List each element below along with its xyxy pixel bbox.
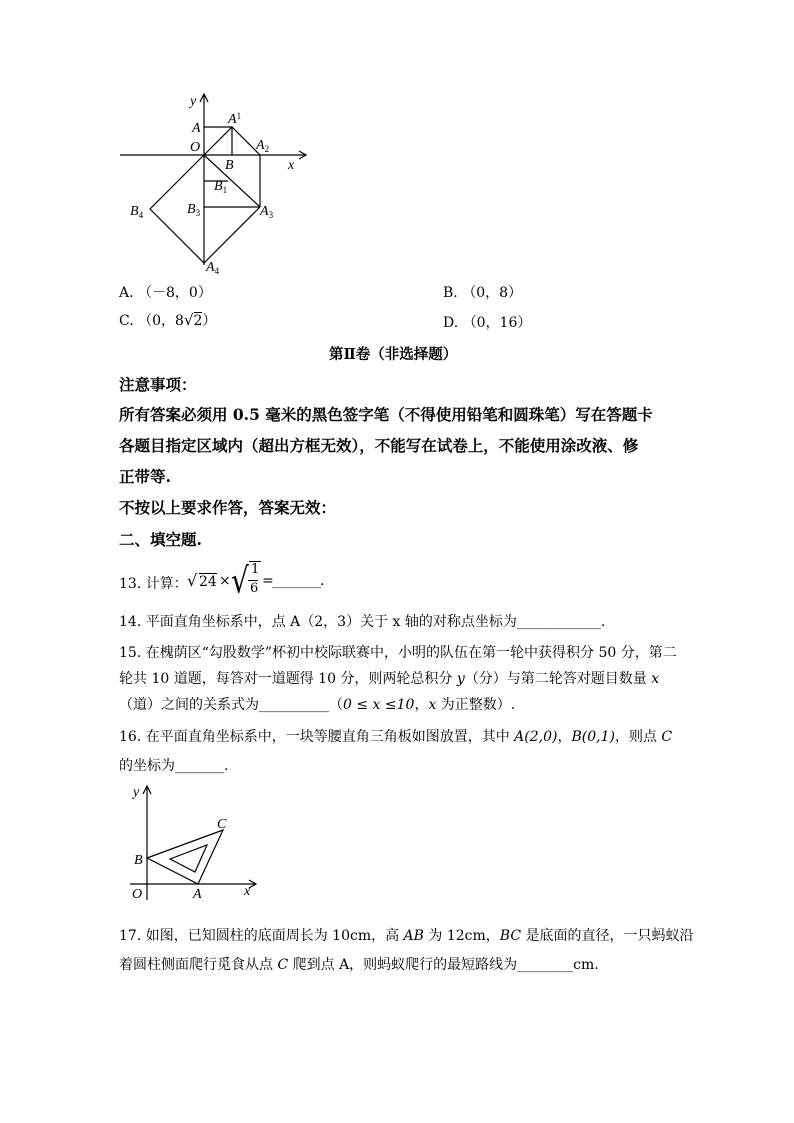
origin-O-label: O [132, 887, 143, 902]
notice-line-3: 正带等. [119, 467, 171, 486]
point-A3-label: $A_3$ [260, 204, 274, 220]
option-c[interactable] [119, 310, 216, 330]
point-B-label: B [225, 158, 234, 173]
option-c-prefix: C. （0，8 [119, 313, 184, 329]
question-15-line-1: 15. 在槐荫区“勾股数学”杯初中校际联赛中，小明的队伍在第一轮中获得积分 50 分，第二 [119, 645, 677, 661]
option-d[interactable]: D. （0，16） [443, 315, 532, 331]
question-16-line-2: 的坐标为_______. [119, 758, 229, 774]
point-A4-label: $A_4$ [206, 260, 220, 275]
x-axis-label: x [244, 884, 251, 899]
question-14: 14. 平面直角坐标系中，点 A（2，3）关于 x 轴的对称点坐标为____________. [119, 614, 606, 630]
notice-line-4: 不按以上要求作答，答案无效： [119, 498, 337, 517]
question-15-line-3: （道）之间的关系式为__________（0 ≤ x ≤10，x 为正整数）. [119, 697, 516, 713]
section-title: 第Ⅱ卷（非选择题） [329, 346, 458, 363]
sqrt-symbol: √ [187, 571, 198, 590]
q13-answer-blank[interactable]: _______ [272, 573, 321, 589]
point-B3-label: $B_3$ [187, 202, 201, 218]
q13-prefix: 13. 计算： [119, 576, 188, 592]
question-15-line-2: 轮共 10 道题，每答对一道题得 10 分，则两轮总积分 y（分）与第二轮答对题目数量 x [119, 671, 660, 687]
question-17-line-1: 17. 如图，已知圆柱的底面周长为 10cm，高 AB 为 12cm，BC 是底面的直径，一只蚂蚁沿 [119, 928, 694, 944]
notice-line-1: 所有答案必须用 0.5 毫米的黑色签字笔（不得使用铅笔和圆珠笔）写在答题卡 [119, 405, 653, 424]
question-16-line-1: 16. 在平面直角坐标系中，一块等腰直角三角板如图放置，其中 A(2,0)，B(0,1)，则点 C [119, 729, 673, 745]
point-A-label: A [193, 887, 202, 902]
question-17-line-2: 着圆柱侧面爬行觅食从点 C 爬到点 A，则蚂蚁爬行的最短路线为________cm. [119, 957, 599, 973]
point-A2-label: $A_2$ [256, 138, 270, 154]
option-b[interactable]: B. （0，8） [443, 285, 523, 301]
point-C-label: C [217, 817, 227, 832]
y-axis-label: y [133, 785, 140, 800]
q13-fraction-numerator: 1 [251, 562, 260, 577]
q13-radicand-24: 24 [199, 574, 217, 590]
point-B-label: B [134, 853, 143, 868]
point-A1-label: $A^1$ [228, 111, 242, 127]
q13-end: . [320, 573, 325, 589]
notice-line-2: 各题目指定区域内（超出方框无效），不能写在试卷上，不能使用涂改液、修 [119, 436, 639, 455]
sqrt-symbol: √ [183, 311, 194, 329]
x-axis-label: x [288, 158, 295, 173]
part-2-title: 二、填空题. [119, 530, 202, 549]
option-c-radicand: 2 [193, 313, 203, 329]
q13-equals: = [262, 573, 274, 589]
sqrt-symbol: √ [231, 559, 249, 602]
figure-2-triangle-diagram [125, 780, 265, 905]
figure-1-coordinate-diagram [110, 85, 320, 275]
origin-O-label: O [190, 140, 201, 155]
option-c-suffix: ） [202, 313, 217, 329]
point-B1-label: $B_1$ [214, 179, 228, 195]
option-a[interactable]: A. （－8，0） [119, 285, 212, 301]
point-B4-label: $B_4$ [130, 204, 144, 220]
y-axis-label: y [190, 94, 197, 109]
q13-times: × [219, 573, 231, 589]
notice-title: 注意事项： [119, 375, 197, 394]
q13-fraction-denominator: 6 [250, 581, 259, 596]
point-A-label: A [192, 121, 201, 136]
